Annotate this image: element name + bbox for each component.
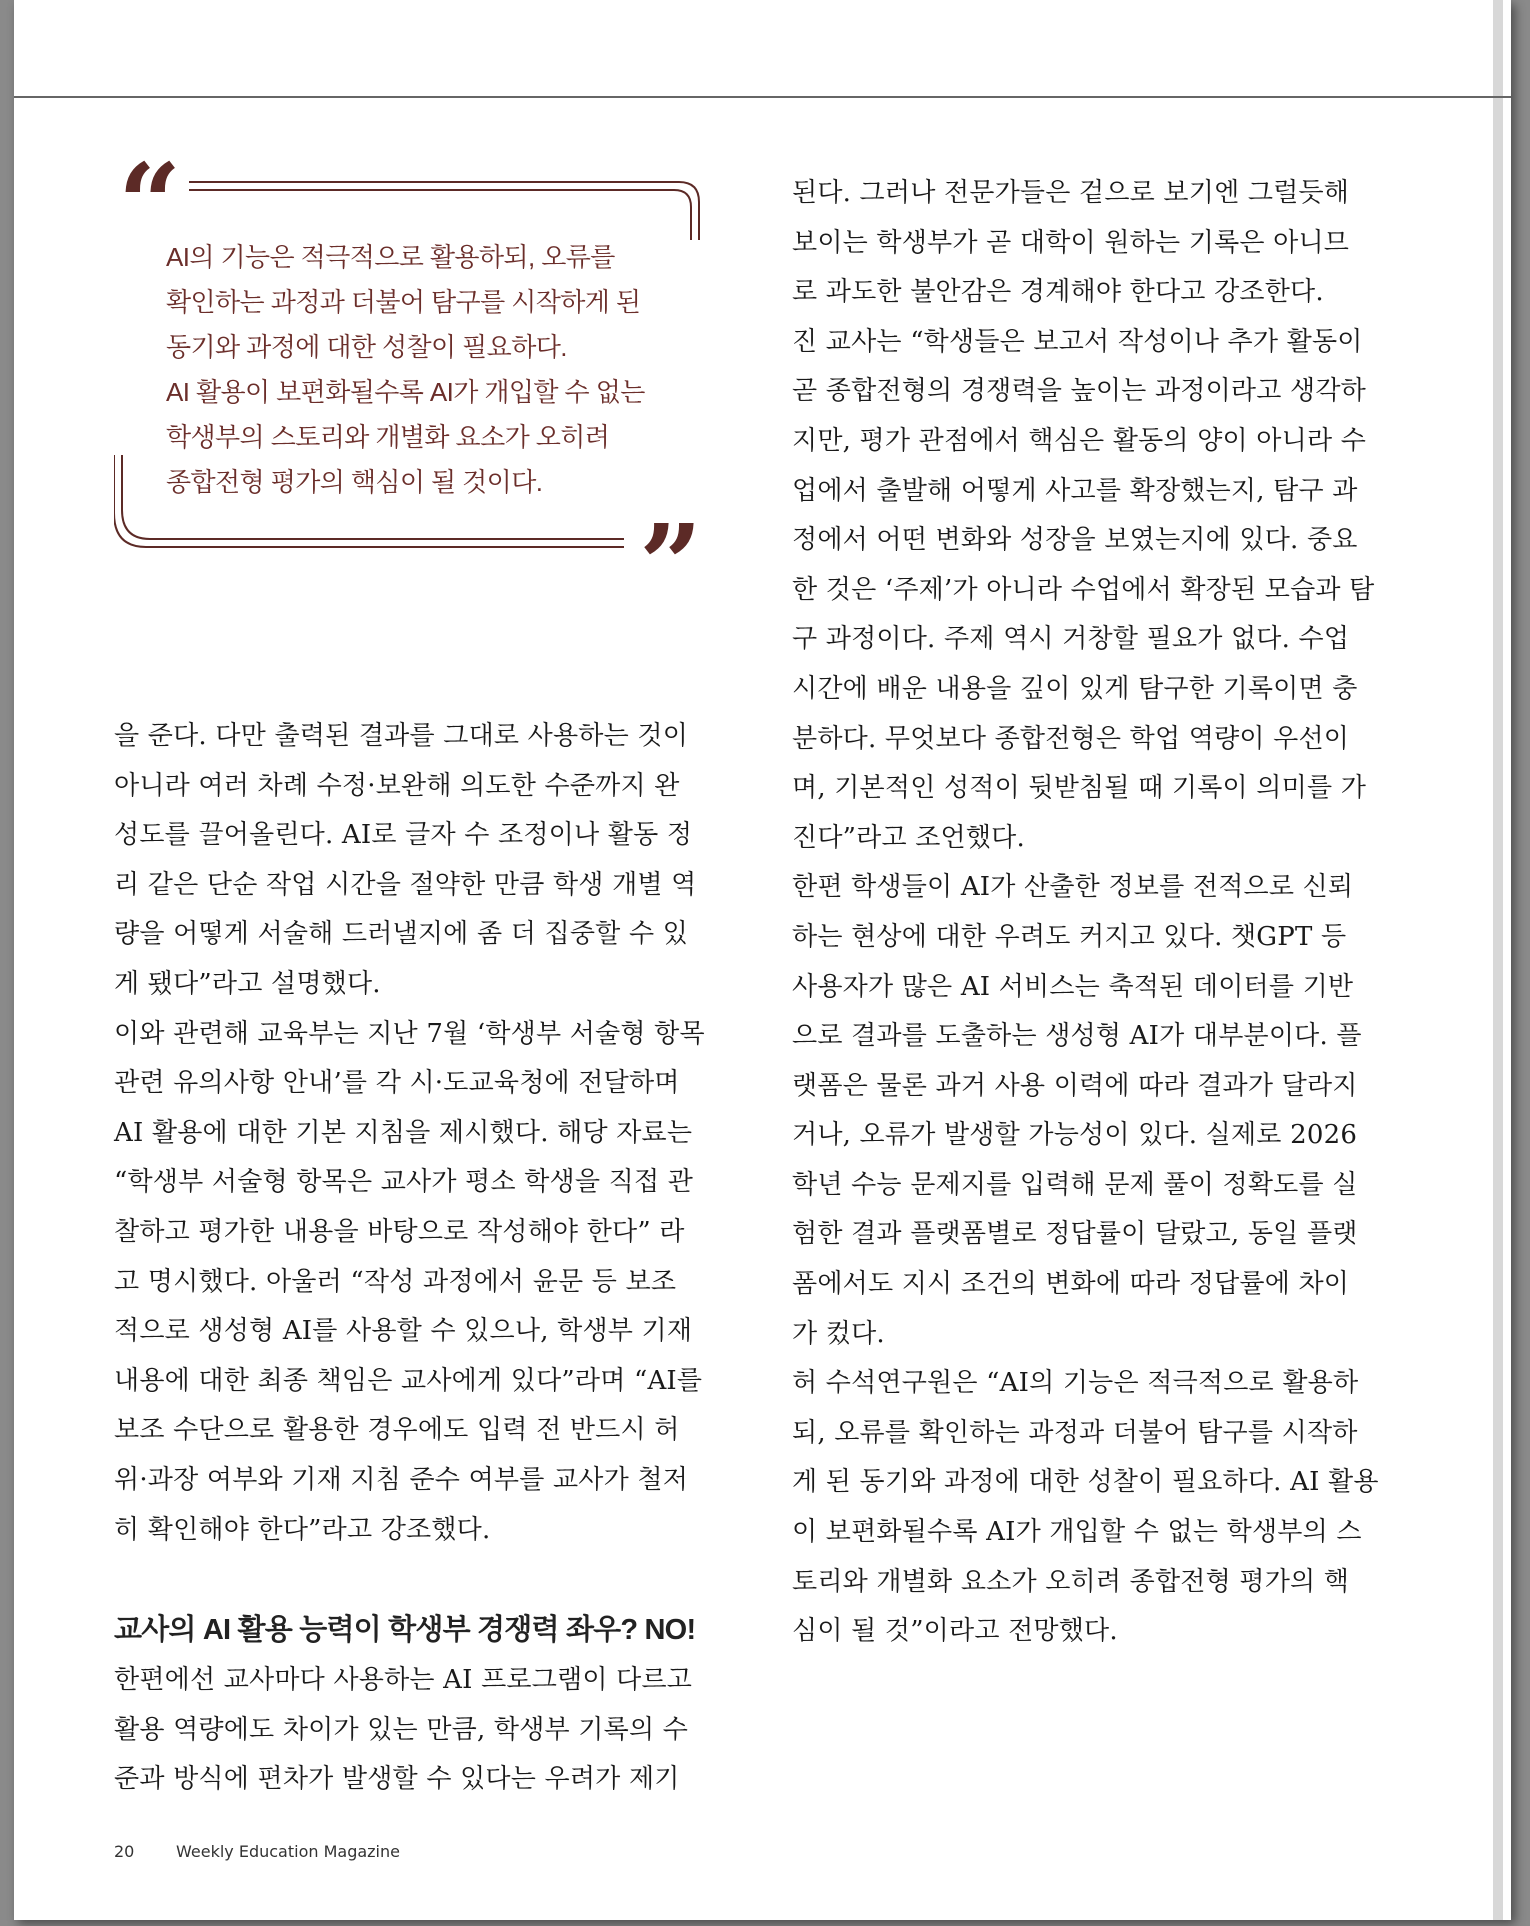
text-line: 시간에 배운 내용을 깊이 있게 탐구한 기록이면 충 (792, 673, 1358, 704)
left-paragraph-3 (114, 1656, 706, 1805)
text-line: 이와 관련해 교육부는 지난 7월 ‘학생부 서술형 항목 (114, 1018, 705, 1049)
text-line: 을 준다. 다만 출력된 결과를 그대로 사용하는 것이 (114, 721, 689, 751)
text-line: 정에서 어떤 변화와 성장을 보였는지에 있다. 중요 (792, 525, 1358, 556)
page-edge (1493, 0, 1503, 1920)
right-paragraph-1 (792, 169, 1392, 318)
text-line: 가 컸다. (792, 1318, 885, 1349)
text-line: 지만, 평가 관점에서 핵심은 활동의 양이 아니라 수 (792, 425, 1367, 456)
text-line: 한편에선 교사마다 사용하는 AI 프로그램이 다르고 (114, 1665, 693, 1695)
text-line: 되, 오류를 확인하는 과정과 더불어 탐구를 시작하 (792, 1417, 1358, 1448)
quote-line: 동기와 과정에 대한 성찰이 필요하다. (166, 332, 567, 362)
text-line: 사용자가 많은 AI 서비스는 축적된 데이터를 기반 (792, 971, 1354, 1002)
text-line: 한편 학생들이 AI가 산출한 정보를 전적으로 신뢰 (792, 872, 1354, 903)
text-line: 내용에 대한 최종 책임은 교사에게 있다”라며 “AI를 (114, 1365, 703, 1396)
text-line: 으로 결과를 도출하는 생성형 AI가 대부분이다. 플 (792, 1021, 1362, 1052)
quote-line: 확인하는 과정과 더불어 탐구를 시작하게 된 (166, 287, 641, 317)
text-line: 찰하고 평가한 내용을 바탕으로 작성해야 한다” 라 (114, 1216, 685, 1247)
quote-line: 학생부의 스토리와 개별화 요소가 오히려 (166, 422, 610, 452)
quote-line: AI의 기능은 적극적으로 활용하되, 오류를 (166, 242, 615, 272)
text-line: “학생부 서술형 항목은 교사가 평소 학생을 직접 관 (114, 1167, 694, 1198)
text-line: 곧 종합전형의 경쟁력을 높이는 과정이라고 생각하 (792, 376, 1366, 407)
text-line: 분하다. 무엇보다 종합전형은 학업 역량이 우선이 (792, 723, 1350, 754)
left-column-continued (114, 1656, 706, 1805)
right-paragraph-3 (792, 863, 1392, 1359)
text-line: 게 된 동기와 과정에 대한 성찰이 필요하다. AI 활용 (792, 1467, 1379, 1498)
text-line: 진 교사는 “학생들은 보고서 작성이나 추가 활동이 (792, 326, 1363, 357)
open-quote-mark-icon: “ (118, 139, 182, 268)
quote-text (166, 235, 686, 505)
text-line: 이 보편화될수록 AI가 개입할 수 없는 학생부의 스 (792, 1517, 1362, 1548)
text-line: 활용 역량에도 차이가 있는 만큼, 학생부 기록의 수 (114, 1714, 689, 1745)
text-line: 된다. 그러나 전문가들은 겉으로 보기엔 그럴듯해 (792, 178, 1350, 208)
text-line: 며, 기본적인 성적이 뒷받침될 때 기록이 의미를 가 (792, 773, 1367, 804)
text-line: 히 확인해야 한다”라고 강조했다. (114, 1514, 491, 1545)
quote-line: AI 활용이 보편화될수록 AI가 개입할 수 없는 (166, 377, 645, 407)
right-paragraph-4 (792, 1359, 1392, 1657)
text-line: 랫폼은 물론 과거 사용 이력에 따라 결과가 달라지 (792, 1070, 1358, 1101)
text-line: AI 활용에 대한 기본 지침을 제시했다. 해당 자료는 (114, 1117, 693, 1148)
text-line: 량을 어떻게 서술해 드러낼지에 좀 더 집중할 수 있 (114, 919, 689, 950)
section-heading: 교사의 AI 활용 능력이 학생부 경쟁력 좌우? NO! (114, 1614, 696, 1646)
page-number: 20 (114, 1842, 135, 1861)
right-paragraph-2 (792, 318, 1392, 864)
magazine-page (14, 0, 1511, 1920)
text-line: 고 명시했다. 아울러 “작성 과정에서 윤문 등 보조 (114, 1266, 677, 1297)
text-line: 진다”라고 조언했다. (792, 822, 1025, 853)
close-quote-mark-icon: ” (639, 500, 703, 629)
text-line: 업에서 출발해 어떻게 사고를 확장했는지, 탐구 과 (792, 475, 1358, 506)
text-line: 허 수석연구원은 “AI의 기능은 적극적으로 활용하 (792, 1368, 1359, 1399)
left-column (114, 712, 706, 1555)
text-line: 구 과정이다. 주제 역시 거창할 필요가 없다. 수업 (792, 624, 1350, 655)
text-line: 리 같은 단순 작업 시간을 절약한 만큼 학생 개별 역 (114, 869, 697, 900)
text-line: 로 과도한 불안감은 경계해야 한다고 강조한다. (792, 277, 1324, 308)
text-line: 거나, 오류가 발생할 가능성이 있다. 실제로 2026 (792, 1120, 1358, 1151)
text-line: 위·과장 여부와 기재 지침 준수 여부를 교사가 철저 (114, 1464, 689, 1495)
text-line: 준과 방식에 편차가 발생할 수 있다는 우려가 제기 (114, 1764, 680, 1795)
text-line: 폼에서도 지시 조건의 변화에 따라 정답률에 차이 (792, 1269, 1350, 1300)
text-line: 아니라 여러 차례 수정·보완해 의도한 수준까지 완 (114, 770, 680, 801)
text-line: 토리와 개별화 요소가 오히려 종합전형 평가의 핵 (792, 1566, 1350, 1597)
text-line: 게 됐다”라고 설명했다. (114, 968, 381, 999)
header-rule (14, 96, 1511, 98)
text-line: 학년 수능 문제지를 입력해 문제 풀이 정확도를 실 (792, 1169, 1358, 1200)
text-line: 한 것은 ‘주제’가 아니라 수업에서 확장된 모습과 탐 (792, 574, 1375, 605)
text-line: 적으로 생성형 AI를 사용할 수 있으나, 학생부 기재 (114, 1316, 693, 1347)
pull-quote (114, 139, 704, 629)
text-line: 하는 현상에 대한 우려도 커지고 있다. 챗GPT 등 (792, 921, 1347, 952)
right-column (792, 169, 1392, 1657)
text-line: 심이 될 것”이라고 전망했다. (792, 1616, 1118, 1647)
text-line: 험한 결과 플랫폼별로 정답률이 달랐고, 동일 플랫 (792, 1219, 1358, 1250)
left-paragraph-2 (114, 1010, 706, 1556)
left-paragraph-1 (114, 712, 706, 1010)
text-line: 보조 수단으로 활용한 경우에도 입력 전 반드시 허 (114, 1415, 680, 1446)
text-line: 성도를 끌어올린다. AI로 글자 수 조정이나 활동 정 (114, 820, 693, 851)
magazine-name: Weekly Education Magazine (176, 1842, 400, 1861)
text-line: 관련 유의사항 안내’를 각 시·도교육청에 전달하며 (114, 1068, 680, 1099)
quote-line: 종합전형 평가의 핵심이 될 것이다. (166, 467, 543, 497)
text-line: 보이는 학생부가 곧 대학이 원하는 기록은 아니므 (792, 227, 1350, 258)
